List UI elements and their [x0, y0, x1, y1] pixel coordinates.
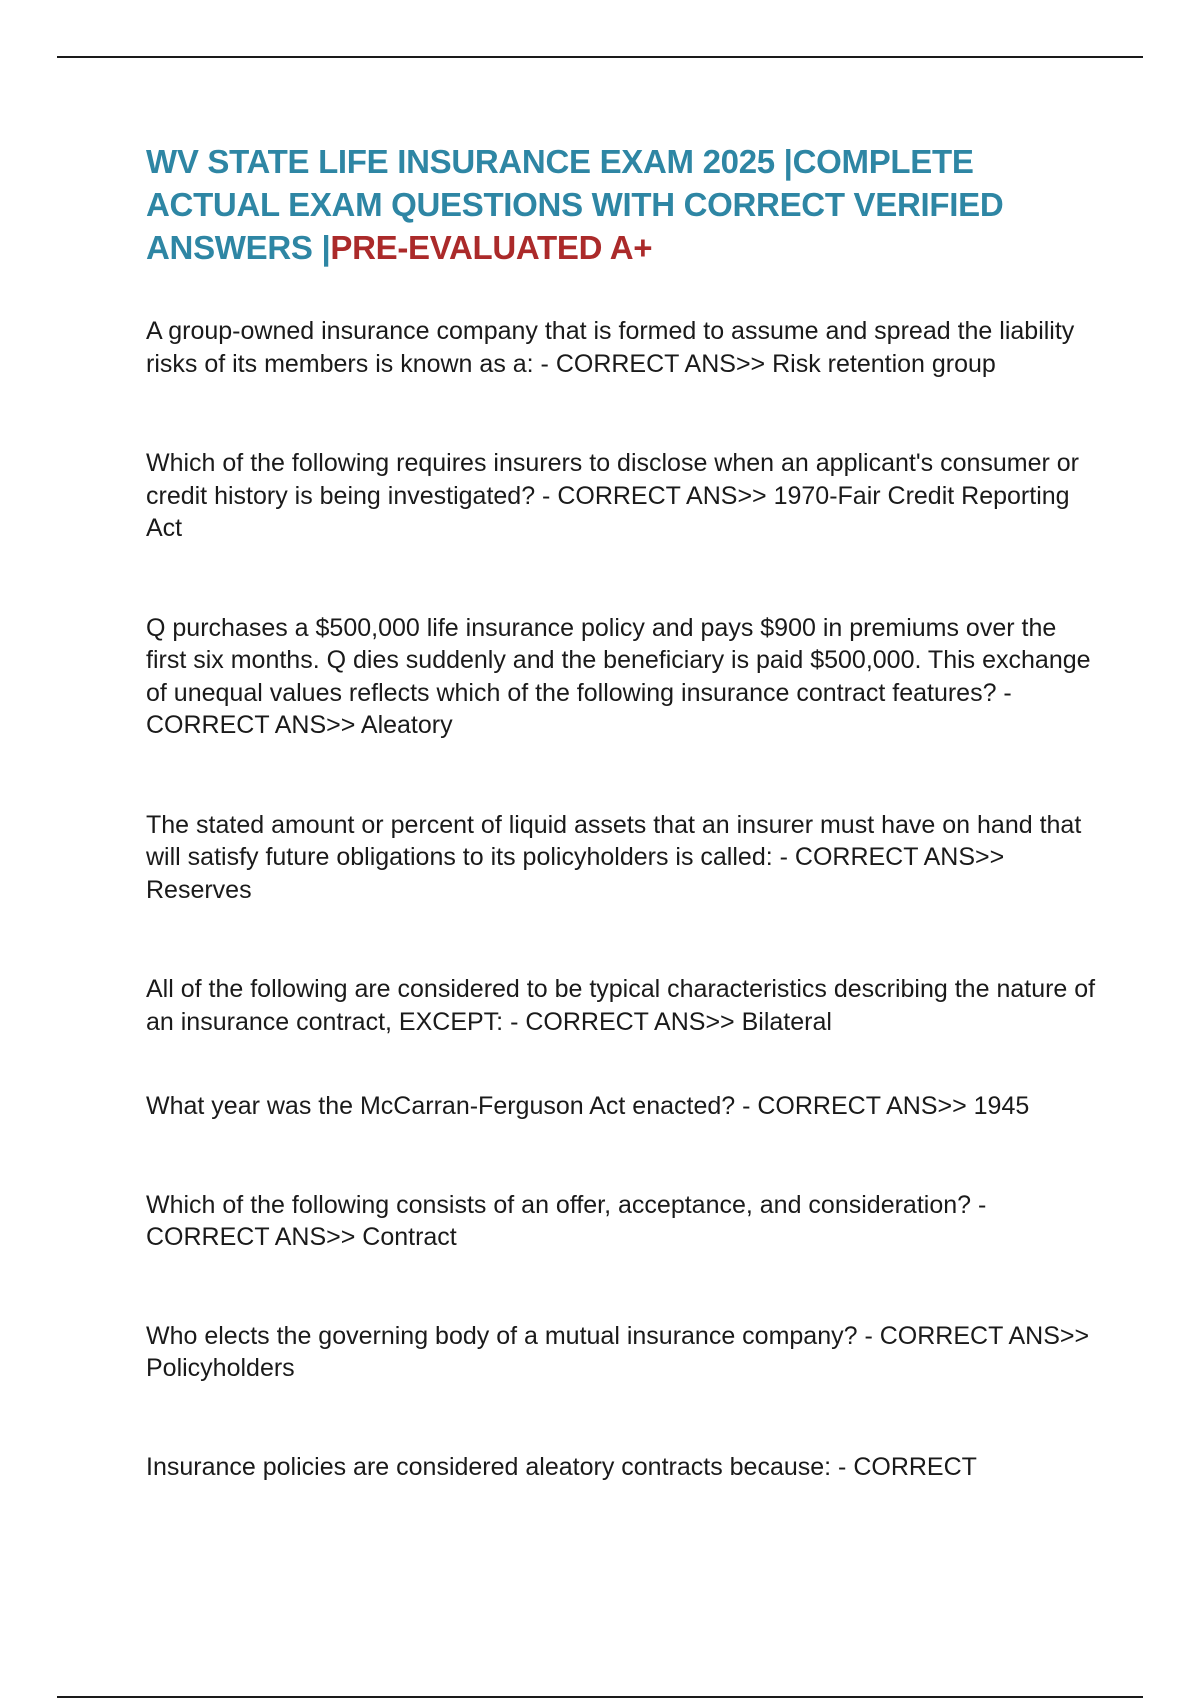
- qa-item-5: All of the following are considered to be typical characteristics describing the nature of an insurance contract, EXCEPT: - CORRECT ANS>> Bilateral: [146, 975, 1096, 1036]
- qa-item-1: A group-owned insurance company that is formed to assume and spread the liability risks of its members is known as a: - CORRECT ANS>> Risk retention group: [146, 317, 1075, 378]
- document-body: [146, 140, 1096, 1483]
- qa-item-6: What year was the McCarran-Ferguson Act enacted? - CORRECT ANS>> 1945: [146, 1092, 1030, 1120]
- title-accent: PRE-EVALUATED A+: [330, 229, 653, 266]
- qa-item-2: Which of the following requires insurers to disclose when an applicant's consumer or credit history is being investigated? - CORRECT ANS>> 1970-Fair Credit Reporting Act: [146, 449, 1080, 542]
- qa-item-4: The stated amount or percent of liquid assets that an insurer must have on hand that will satisfy future obligations to its policyholders is called: - CORRECT ANS>> Reserves: [146, 810, 1082, 904]
- qa-item-9: Insurance policies are considered aleatory contracts because: - CORRECT: [146, 1452, 977, 1481]
- qa-item-3: Q purchases a $500,000 life insurance policy and pays $900 in premiums over the first six months. Q dies suddenly and the beneficiary is paid $500,000. This exchange of unequal values reflects which of the following insurance contract features? - CORRECT ANS>> Aleatory: [146, 613, 1091, 739]
- title-main: WV STATE LIFE INSURANCE EXAM 2025 |COMPLETE ACTUAL EXAM QUESTIONS WITH CORRECT VERIFIED ANSWERS |: [146, 143, 1004, 266]
- qa-item-7: Which of the following consists of an offer, acceptance, and consideration? - CORRECT ANS>> Contract: [146, 1190, 987, 1251]
- bottom-rule: [57, 1696, 1143, 1698]
- document-title: [146, 140, 1096, 269]
- top-rule: [57, 56, 1143, 58]
- qa-item-8: Who elects the governing body of a mutual insurance company? - CORRECT ANS>> Policyholders: [146, 1321, 1090, 1382]
